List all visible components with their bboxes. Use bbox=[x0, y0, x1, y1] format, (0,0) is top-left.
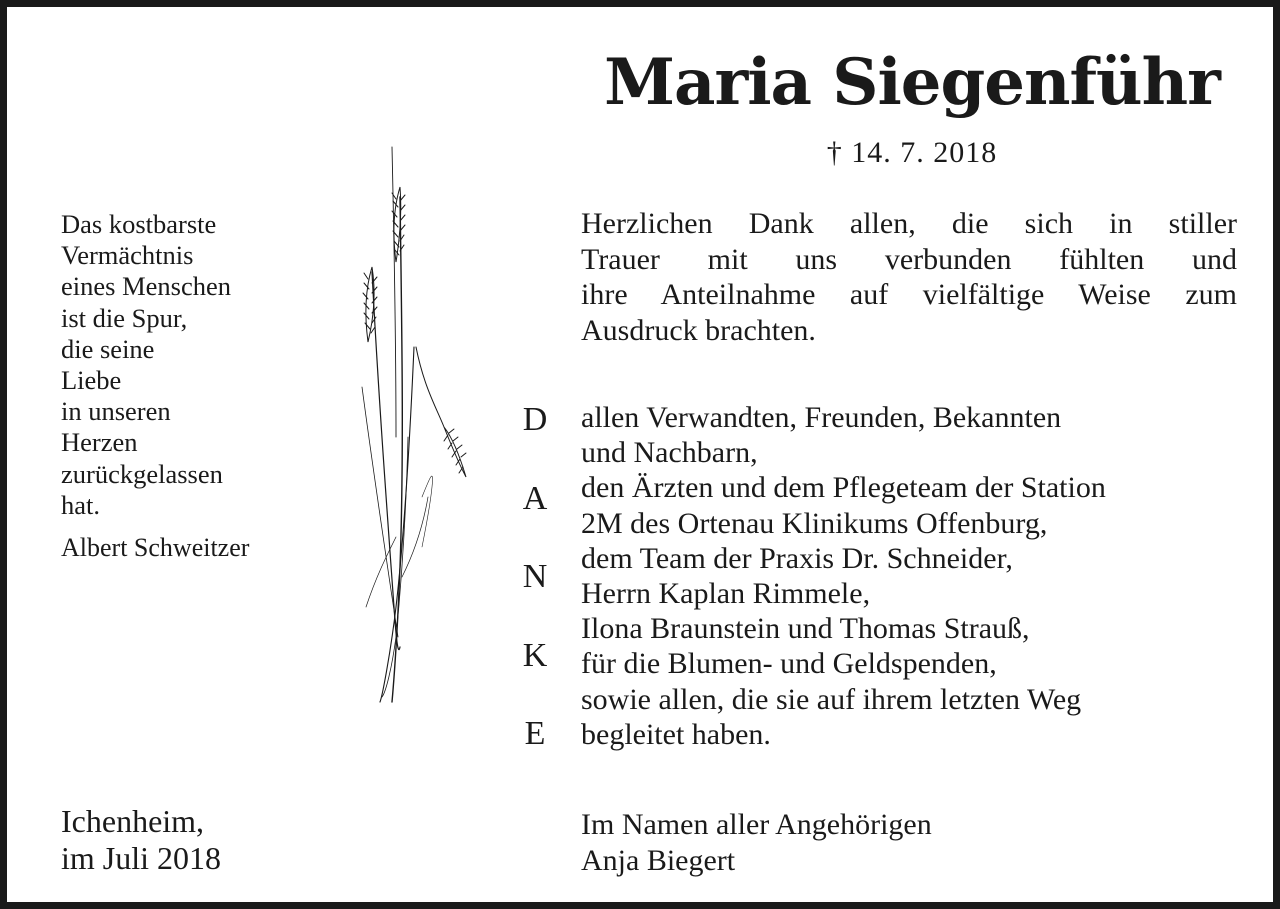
danke-letter: A bbox=[522, 480, 548, 517]
quote-line: Liebe bbox=[61, 365, 122, 396]
deceased-name: Maria Siegenführ bbox=[604, 45, 1220, 120]
quote-line: Das kostbarste bbox=[61, 209, 217, 239]
danke-letter: N bbox=[522, 558, 548, 595]
intro-line: Ausdruck brachten. bbox=[581, 313, 816, 347]
quote-line: zurückgelassen bbox=[61, 458, 223, 489]
thanks-line: 2M des Ortenau Klinikums Offenburg, bbox=[581, 506, 1048, 540]
thanks-line: sowie allen, die sie auf ihrem letzten Weg bbox=[581, 682, 1082, 716]
signature-line: Im Namen aller Angehörigen bbox=[581, 808, 932, 841]
quote-line: eines Menschen bbox=[61, 271, 231, 302]
wheat-stalks-icon bbox=[352, 137, 492, 707]
intro-line: Trauer mit uns verbunden fühlten und bbox=[581, 242, 1237, 276]
quote-line: Herzen bbox=[61, 427, 138, 458]
quote-line: hat. bbox=[61, 489, 100, 520]
quote-line: ist die Spur, bbox=[61, 302, 188, 333]
danke-letter: E bbox=[524, 715, 546, 752]
thanks-line: dem Team der Praxis Dr. Schneider, bbox=[581, 541, 1013, 575]
danke-letter: D bbox=[522, 401, 548, 438]
intro-line: ihre Anteilnahme auf vielfältige Weise zum bbox=[581, 278, 1237, 311]
place-and-date bbox=[61, 803, 361, 877]
thanks-line: und Nachbarn, bbox=[581, 436, 758, 470]
thanks-line: für die Blumen- und Geldspenden, bbox=[581, 647, 997, 681]
quote-line: Vermächtnis bbox=[61, 240, 194, 271]
place-line: Ichenheim, bbox=[61, 803, 205, 839]
thanks-line: Ilona Braunstein und Thomas Strauß, bbox=[581, 612, 1030, 646]
thanks-line: den Ärzten und dem Pflegeteam der Station bbox=[581, 471, 1106, 505]
signature bbox=[581, 807, 1221, 879]
intro-line: Herzlichen Dank allen, die sich in stiller bbox=[581, 207, 1237, 240]
quote-line: in unseren bbox=[61, 396, 171, 427]
danke-letter: K bbox=[522, 637, 548, 674]
quote-author: Albert Schweitzer bbox=[61, 533, 250, 562]
death-date: † 14. 7. 2018 bbox=[826, 136, 998, 169]
quote-line: die seine bbox=[61, 333, 155, 364]
thanks-line: allen Verwandten, Freunden, Bekannten bbox=[581, 401, 1062, 434]
memorial-quote bbox=[61, 209, 351, 521]
thanks-list bbox=[581, 400, 1241, 752]
thanks-line: Herrn Kaplan Rimmele, bbox=[581, 577, 871, 611]
thanks-intro bbox=[581, 206, 1237, 348]
thanks-line: begleitet haben. bbox=[581, 717, 771, 751]
place-line: im Juli 2018 bbox=[61, 840, 222, 876]
signature-line: Anja Biegert bbox=[581, 844, 736, 877]
